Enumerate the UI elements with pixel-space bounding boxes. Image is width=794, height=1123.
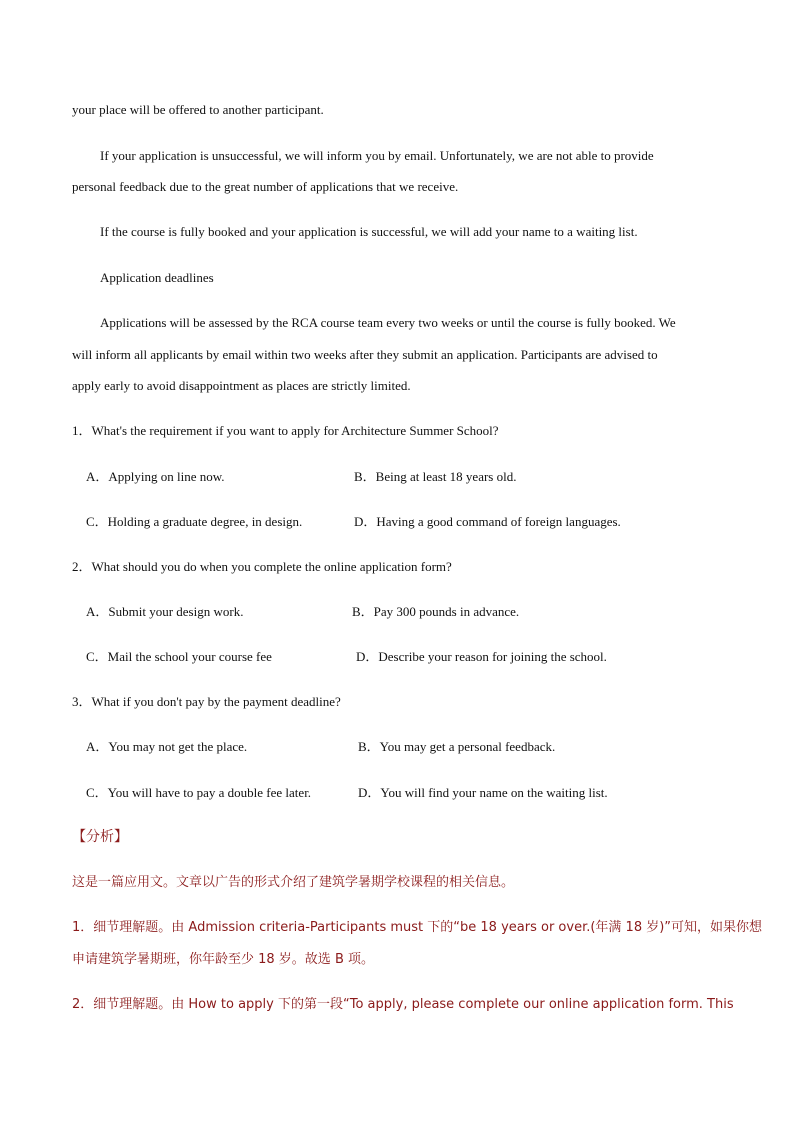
- passage-text: apply early to avoid disappointment as places are strictly limited.: [72, 378, 411, 393]
- analysis-item: 1．细节理解题。由 Admission criteria-Participants must 下的“be 18 years or over.(年满 18 岁)”可知，如果你想: [72, 920, 763, 935]
- question-stem: 1．What's the requirement if you want to apply for Architecture Summer School?: [72, 423, 499, 438]
- option-d: D．Having a good command of foreign languages.: [354, 514, 621, 529]
- passage-text: Applications will be assessed by the RCA course team every two weeks or until the course is fully booked. We: [100, 315, 676, 330]
- option-c: C．Holding a graduate degree, in design.: [86, 514, 303, 529]
- option-b: B．Pay 300 pounds in advance.: [352, 604, 520, 619]
- passage-text: will inform all applicants by email within two weeks after they submit an application. Participants are advised to: [72, 347, 658, 362]
- analysis-summary: 这是一篇应用文。文章以广告的形式介绍了建筑学暑期学校课程的相关信息。: [72, 875, 515, 890]
- question-stem: 3．What if you don't pay by the payment deadline?: [72, 694, 341, 709]
- option-d: D．Describe your reason for joining the school.: [356, 649, 607, 664]
- question-stem: 2．What should you do when you complete the online application form?: [72, 559, 452, 574]
- option-c: C．Mail the school your course fee: [86, 649, 272, 664]
- analysis-item: 2．细节理解题。由 How to apply 下的第一段“To apply, please complete our online application form. This: [72, 997, 734, 1012]
- passage-text: personal feedback due to the great number of applications that we receive.: [72, 179, 459, 194]
- passage-text: your place will be offered to another participant.: [72, 102, 324, 117]
- passage-text: If your application is unsuccessful, we will inform you by email. Unfortunately, we are not able to provide: [100, 148, 654, 163]
- option-a: A．You may not get the place.: [86, 739, 248, 754]
- option-b: B．Being at least 18 years old.: [354, 469, 517, 484]
- analysis-item: 申请建筑学暑期班，你年龄至少 18 岁。故选 B 项。: [72, 952, 374, 967]
- passage-text: If the course is fully booked and your application is successful, we will add your name to a waiting list.: [100, 224, 638, 239]
- option-a: A．Applying on line now.: [86, 469, 225, 484]
- option-d: D．You will find your name on the waiting list.: [358, 785, 608, 800]
- option-a: A．Submit your design work.: [86, 604, 244, 619]
- option-c: C．You will have to pay a double fee later.: [86, 785, 312, 800]
- section-heading: Application deadlines: [100, 270, 214, 285]
- option-b: B．You may get a personal feedback.: [358, 739, 556, 754]
- analysis-heading: 【分析】: [72, 829, 128, 845]
